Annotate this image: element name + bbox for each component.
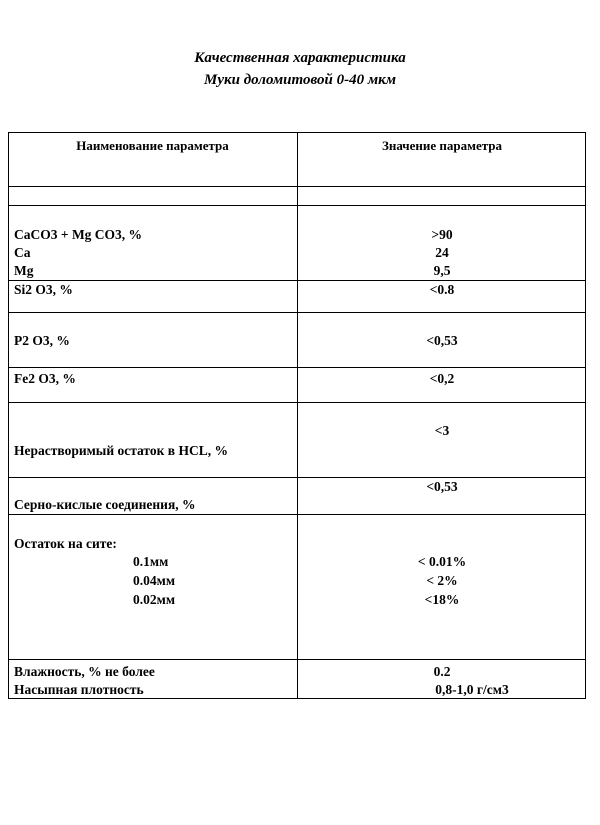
value-p2o3: <0,53 <box>426 333 458 348</box>
param-si2o3: Si2 O3, % <box>14 282 73 297</box>
param-sieve-004mm: 0.04мм <box>133 573 176 588</box>
value-sieve-004mm: < 2% <box>426 573 458 588</box>
value-mg: 9,5 <box>433 263 451 278</box>
param-sieve-01mm: 0.1мм <box>133 554 169 569</box>
value-fe2o3: <0,2 <box>429 371 455 386</box>
param-fe2o3: Fe2 O3, % <box>14 371 76 386</box>
value-caco3-mgco3: >90 <box>431 227 453 242</box>
param-moisture: Влажность, % не более <box>14 664 155 679</box>
value-sieve-01mm: < 0.01% <box>417 554 467 569</box>
value-sulfate-compounds: <0,53 <box>426 479 458 494</box>
value-sieve-002mm: <18% <box>424 592 460 607</box>
header-parameter-value: Значение параметра <box>381 138 503 153</box>
param-mg: Mg <box>14 263 34 278</box>
value-ca: 24 <box>435 245 449 260</box>
param-sieve-002mm: 0.02мм <box>133 592 176 607</box>
param-ca: Ca <box>14 245 31 260</box>
param-sulfate-compounds: Серно-кислые соединения, % <box>14 497 196 512</box>
value-bulk-density: 0,8-1,0 г/см3 <box>435 682 509 697</box>
table-rule <box>8 132 9 699</box>
value-si2o3: <0.8 <box>429 282 455 297</box>
document-title-line1: Качественная характеристика <box>194 50 406 66</box>
value-insoluble-residue: <3 <box>434 423 450 438</box>
param-insoluble-residue: Нерастворимый остаток в HCL, % <box>14 443 228 458</box>
param-p2o3: P2 O3, % <box>14 333 70 348</box>
document-title-line2: Муки доломитовой 0-40 мкм <box>204 72 396 88</box>
table-rule <box>297 132 298 699</box>
param-bulk-density: Насыпная плотность <box>14 682 144 697</box>
param-sieve-residue: Остаток на сите: <box>14 536 117 551</box>
parameter-table <box>8 132 586 699</box>
value-moisture: 0.2 <box>433 664 451 679</box>
param-caco3-mgco3: CaCO3 + Mg CO3, % <box>14 227 143 242</box>
header-parameter-name: Наименование параметра <box>76 138 229 153</box>
table-rule <box>585 132 586 699</box>
